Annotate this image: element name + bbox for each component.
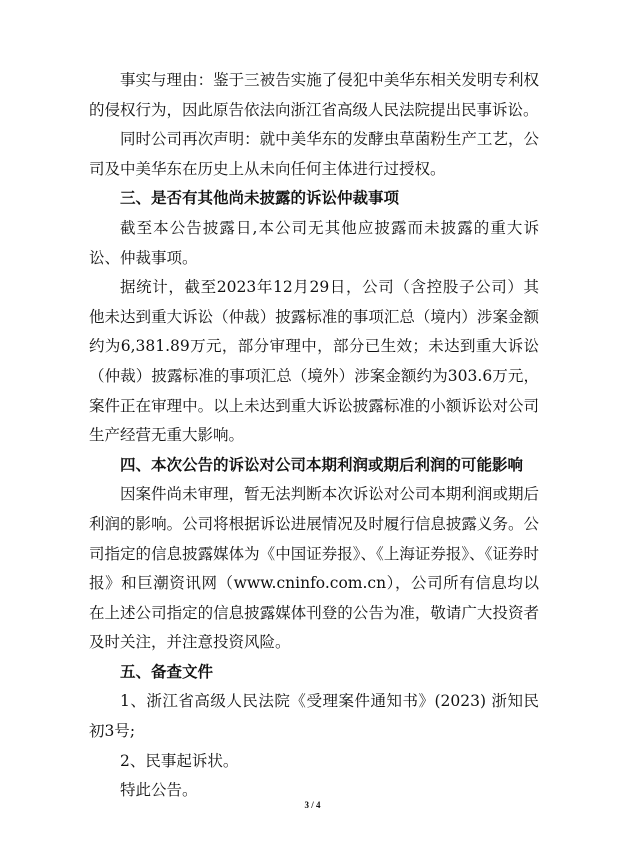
section3-heading: 三、是否有其他尚未披露的诉讼仲裁事项: [120, 189, 400, 208]
section5-item-1: 1、浙江省高级人民法院《受理案件通知书》(2023) 浙知民初3号;: [89, 692, 539, 741]
section5-item-2: 2、民事起诉状。: [120, 751, 239, 770]
document-body: [89, 66, 539, 806]
section3-paragraph-2: 据统计，截至2023年12月29日，公司（含控股子公司）其他未达到重大诉讼（仲裁）披露标准的事项汇总（境内）涉案金额约为6,381.89万元，部分审理中，部分已生效；未达到重大诉讼（仲裁）披露标准的事项汇总（境外）涉案金额约为303.6万元，案件正在审理中。以上未达到重大诉讼披露标准的小额诉讼对公司生产经营无重大影响。: [89, 278, 539, 445]
facts-paragraph: 事实与理由：鉴于三被告实施了侵犯中美华东相关发明专利权的侵权行为，因此原告依法向浙江省高级人民法院提出民事诉讼。: [89, 71, 539, 119]
page-number: 3 / 4: [304, 800, 321, 810]
section3-paragraph-1: 截至本公告披露日,本公司无其他应披露而未披露的重大诉讼、仲裁事项。: [89, 218, 539, 267]
section4-paragraph-1: 因案件尚未审理，暂无法判断本次诉讼对公司本期利润或期后利润的影响。公司将根据诉讼进展情况及时履行信息披露义务。公司指定的信息披露媒体为《中国证券报》、《上海证券报》、《证券时报》和巨潮资讯网（www.cninfo.com.cn），公司所有信息均以在上述公司指定的信息披露媒体刊登的公告为准，敬请广大投资者及时关注，并注意投资风险。: [89, 485, 539, 652]
section4-heading: 四、本次公告的诉讼对公司本期利润或期后利润的可能影响: [120, 455, 524, 474]
section5-heading: 五、备查文件: [120, 662, 214, 681]
statement-paragraph: 同时公司再次声明：就中美华东的发酵虫草菌粉生产工艺，公司及中美华东在历史上从未向任何主体进行过授权。: [89, 130, 539, 178]
closing-paragraph: 特此公告。: [120, 781, 198, 800]
